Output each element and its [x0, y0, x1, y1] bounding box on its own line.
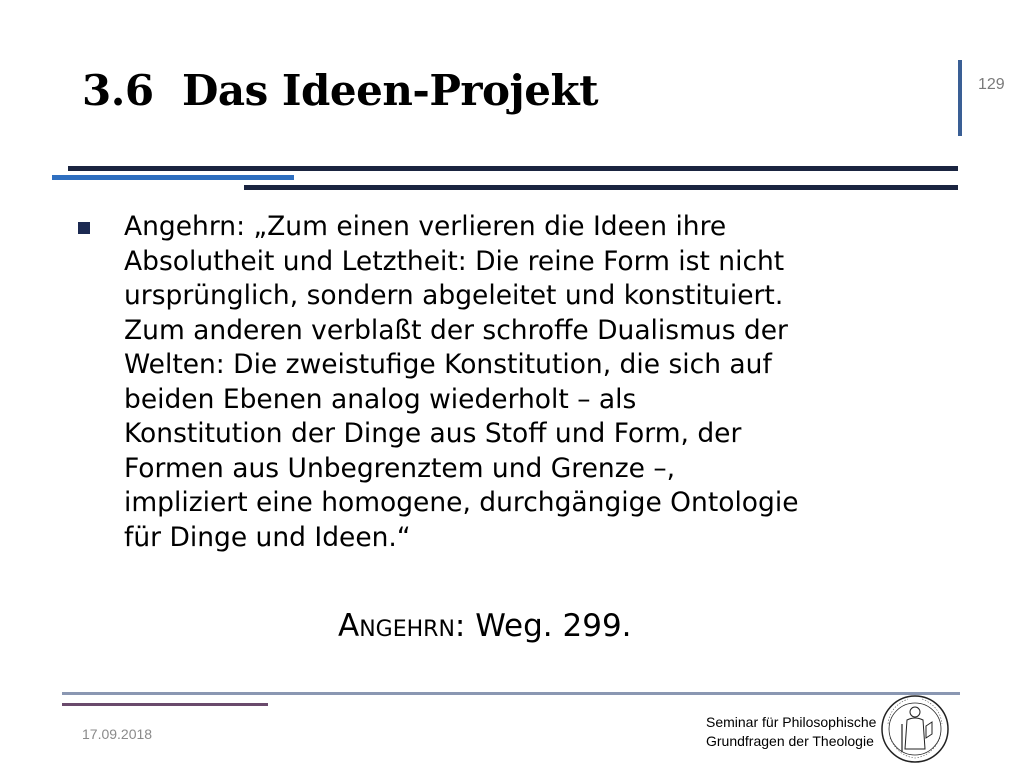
- footer-date: 17.09.2018: [82, 726, 153, 742]
- quote-line: Angehrn: „Zum einen verlieren die Ideen ihre: [124, 211, 727, 242]
- quote-line: Absolutheit und Letztheit: Die reine Form ist nicht: [124, 245, 785, 277]
- title-text: Das Ideen-Projekt: [182, 66, 598, 115]
- quote-line: Konstitution der Dinge aus Stoff und Form, der: [124, 418, 742, 449]
- seminar-line-2: Grundfragen der Theologie: [706, 733, 874, 749]
- slide-title: [82, 66, 598, 115]
- quote-line: Welten: Die zweistufige Konstitution, die sich auf: [124, 349, 772, 380]
- title-rule-accent: [52, 175, 294, 180]
- title-rule-bottom: [244, 185, 958, 190]
- quote-line: beiden Ebenen analog wiederholt – als: [124, 383, 637, 415]
- square-bullet-icon: [78, 222, 90, 234]
- bullet-quote: [124, 210, 964, 555]
- quote-line: impliziert eine homogene, durchgängige Ontologie: [124, 487, 799, 518]
- citation: [338, 608, 632, 644]
- quote-line: ursprünglich, sondern abgeleitet und konstituiert.: [124, 280, 784, 311]
- page-number: 129: [978, 76, 1005, 93]
- seminar-name: [706, 713, 876, 751]
- seminar-line-1: Seminar für Philosophische: [706, 714, 877, 730]
- footer-rule: [62, 692, 960, 695]
- footer-rule-accent: [62, 703, 268, 706]
- university-seal-icon: [880, 694, 950, 764]
- citation-source: : Weg. 299.: [454, 608, 632, 644]
- quote-line: Formen aus Unbegrenztem und Grenze –,: [124, 452, 676, 484]
- section-number: 3.6: [82, 66, 154, 115]
- page-number-divider: [958, 60, 962, 136]
- quote-line: für Dinge und Ideen.“: [124, 521, 411, 553]
- citation-author: Angehrn: [338, 608, 455, 644]
- quote-line: Zum anderen verblaßt der schroffe Dualismus der: [124, 314, 788, 346]
- title-rule-top: [68, 166, 958, 171]
